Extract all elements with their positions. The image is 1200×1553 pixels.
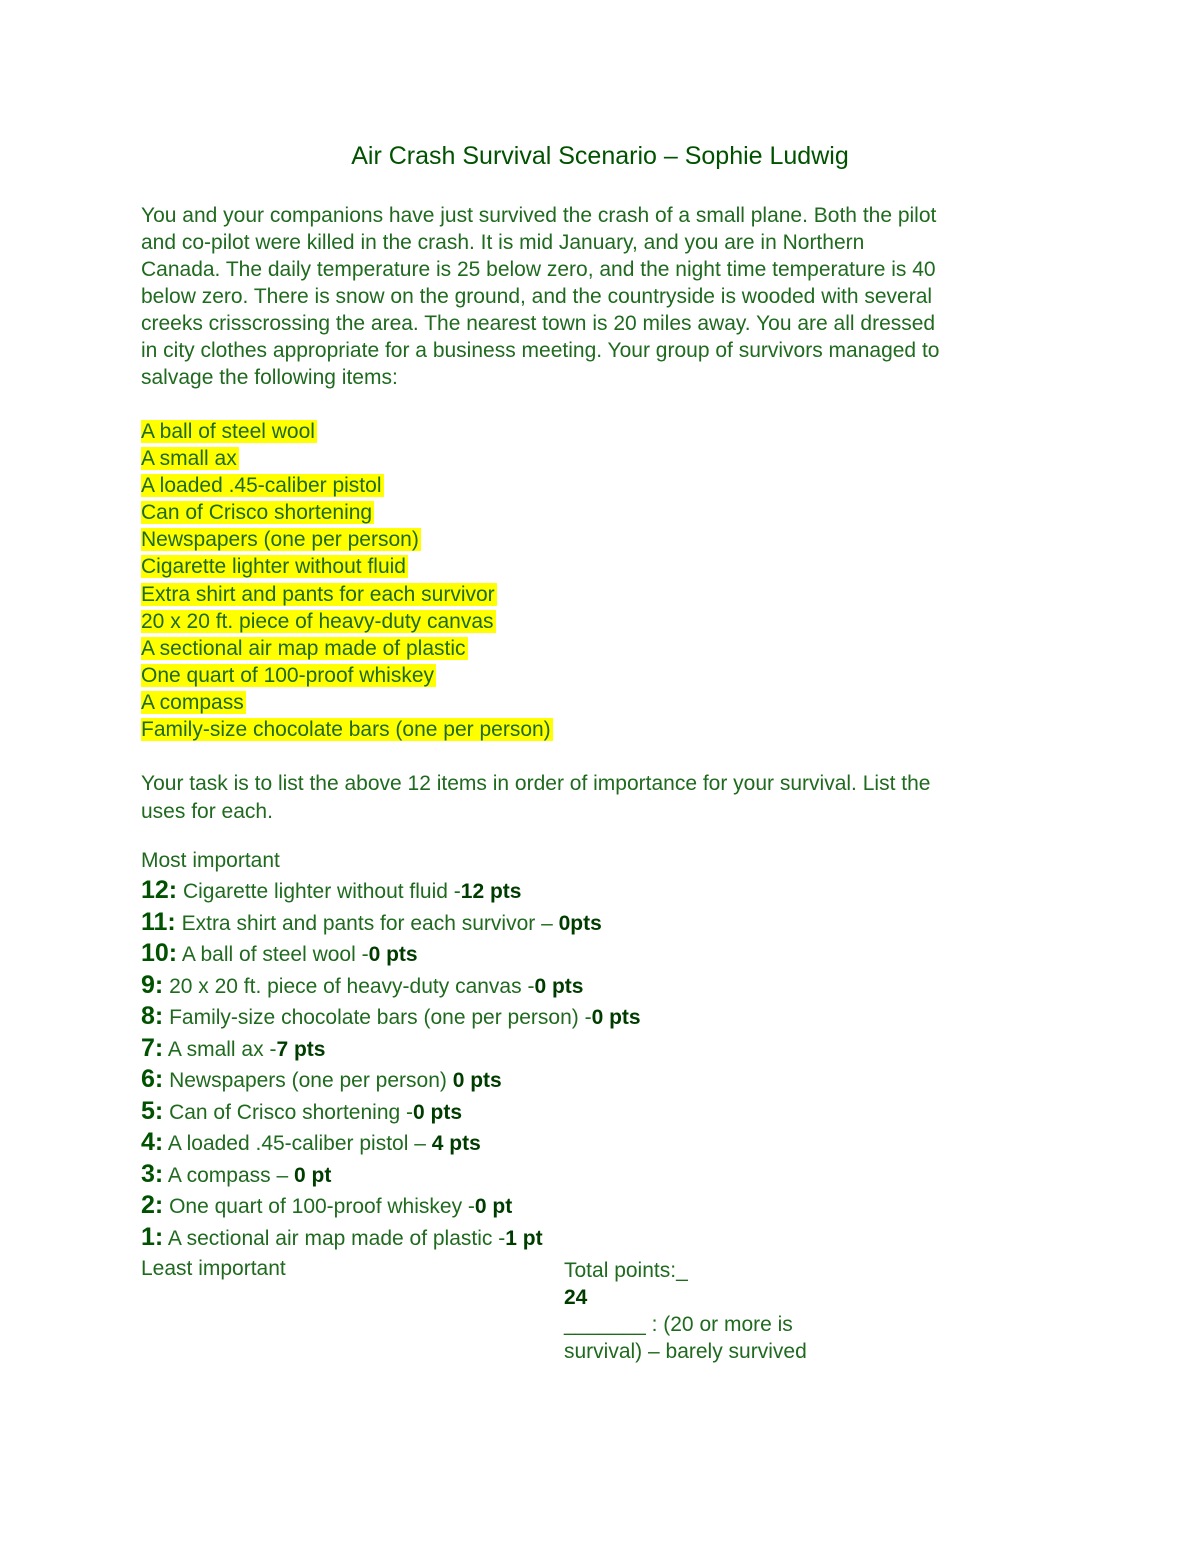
highlighted-item: A sectional air map made of plastic: [141, 636, 466, 660]
highlighted-item: A small ax: [141, 447, 237, 471]
task-line: Your task is to list the above 12 items in order of importance for your survival. List the: [141, 772, 931, 795]
rank-points: 0 pts: [368, 943, 418, 966]
list-item: [141, 445, 553, 472]
ranking-row: [141, 971, 641, 1003]
rank-item: 20 x 20 ft. piece of heavy-duty canvas -: [163, 974, 535, 998]
rank-item: Cigarette lighter without fluid -: [177, 880, 461, 903]
highlighted-item: A compass: [141, 690, 244, 714]
list-item: [141, 635, 553, 662]
list-item: [141, 608, 553, 635]
ranking-row: [141, 1223, 641, 1255]
total-after: _______ : (20 or more is: [564, 1313, 793, 1336]
rank-number: 4:: [141, 1128, 164, 1156]
ranking-list: [141, 876, 641, 1254]
rank-points: 12 pts: [460, 880, 522, 903]
intro-line: You and your companions have just survived the crash of a small plane. Both the pilot: [141, 204, 937, 227]
intro-line: below zero. There is snow on the ground, and the countryside is wooded with several: [141, 285, 933, 308]
intro-line: and co-pilot were killed in the crash. It is mid January, and you are in Northern: [141, 231, 865, 254]
list-item: [141, 581, 553, 608]
rank-number: 6:: [141, 1065, 164, 1093]
ranking-row: [141, 1097, 641, 1129]
rank-points: 0pts: [558, 911, 602, 935]
rank-number: 5:: [141, 1096, 164, 1125]
intro-paragraph: [141, 202, 1061, 391]
highlighted-item: Cigarette lighter without fluid: [141, 555, 406, 579]
rank-points: 0 pts: [534, 974, 584, 998]
rank-item: One quart of 100-proof whiskey -: [163, 1195, 475, 1218]
highlighted-item: Extra shirt and pants for each survivor: [141, 582, 495, 606]
list-item: [141, 689, 553, 716]
rank-item: A small ax -: [163, 1037, 277, 1061]
ranking-row: [141, 1128, 641, 1160]
total-line: [564, 1257, 1024, 1338]
rank-item: Extra shirt and pants for each survivor –: [175, 911, 559, 935]
rank-points: 0 pts: [591, 1006, 641, 1029]
ranking-row: [141, 908, 641, 940]
salvaged-items-list: [141, 418, 553, 743]
list-item: [141, 499, 553, 526]
rank-points: 4 pts: [431, 1132, 481, 1155]
list-item: [141, 418, 553, 445]
list-item: [141, 662, 553, 689]
list-item: [141, 553, 553, 580]
total-label: Total points:_: [564, 1259, 688, 1282]
rank-item: A compass –: [163, 1163, 294, 1187]
rank-item: Newspapers (one per person): [163, 1069, 453, 1092]
rank-number: 9:: [141, 970, 164, 999]
total-verdict: survival) – barely survived: [564, 1340, 807, 1363]
rank-number: 8:: [141, 1002, 164, 1030]
ranking-row: [141, 1034, 641, 1066]
highlighted-item: A ball of steel wool: [141, 420, 315, 443]
highlighted-item: Family-size chocolate bars (one per person): [141, 718, 551, 742]
ranking-row: [141, 1160, 641, 1192]
rank-points: 7 pts: [276, 1037, 326, 1061]
rank-number: 2:: [141, 1191, 164, 1219]
ranking-row: [141, 876, 641, 908]
rank-points: 0 pt: [293, 1163, 332, 1187]
highlighted-item: One quart of 100-proof whiskey: [141, 663, 434, 687]
list-item: [141, 716, 553, 743]
intro-line: salvage the following items:: [141, 366, 398, 389]
rank-item: A sectional air map made of plastic -: [163, 1226, 506, 1250]
highlighted-item: 20 x 20 ft. piece of heavy-duty canvas: [141, 609, 494, 633]
least-important-label: Least important: [141, 1257, 286, 1280]
rank-item: A loaded .45-caliber pistol –: [163, 1132, 432, 1155]
intro-line: Canada. The daily temperature is 25 below zero, and the night time temperature is 40: [141, 258, 936, 281]
rank-points: 0 pt: [474, 1195, 513, 1218]
ranking-row: [141, 939, 641, 971]
ranking-row: [141, 1002, 641, 1034]
rank-points: 1 pt: [505, 1226, 543, 1250]
ranking-row: [141, 1191, 641, 1223]
task-paragraph: [141, 770, 1071, 826]
list-item: [141, 472, 553, 499]
rank-item: Family-size chocolate bars (one per person) -: [163, 1006, 592, 1029]
intro-line: in city clothes appropriate for a business meeting. Your group of survivors managed to: [141, 339, 940, 362]
highlighted-item: Can of Crisco shortening: [141, 501, 373, 525]
ranking-row: [141, 1065, 641, 1097]
rank-item: A ball of steel wool -: [177, 943, 369, 966]
total-score: 24: [564, 1286, 588, 1309]
highlighted-item: A loaded .45-caliber pistol: [141, 474, 382, 498]
rank-number: 12:: [141, 876, 178, 904]
intro-line: creeks crisscrossing the area. The nearest town is 20 miles away. You are all dressed: [141, 312, 936, 335]
list-item: [141, 526, 553, 553]
most-important-label: Most important: [141, 849, 280, 872]
page-title: Air Crash Survival Scenario – Sophie Ludwig: [351, 142, 849, 170]
rank-number: 1:: [141, 1222, 164, 1251]
rank-number: 3:: [141, 1159, 164, 1188]
rank-points: 0 pts: [413, 1100, 463, 1124]
rank-item: Can of Crisco shortening -: [163, 1100, 414, 1124]
task-line: uses for each.: [141, 800, 273, 823]
rank-number: 11:: [141, 907, 176, 936]
rank-number: 7:: [141, 1033, 164, 1062]
rank-points: 0 pts: [452, 1069, 502, 1092]
highlighted-item: Newspapers (one per person): [141, 528, 419, 552]
total-points: [564, 1257, 1024, 1365]
rank-number: 10:: [141, 939, 178, 967]
